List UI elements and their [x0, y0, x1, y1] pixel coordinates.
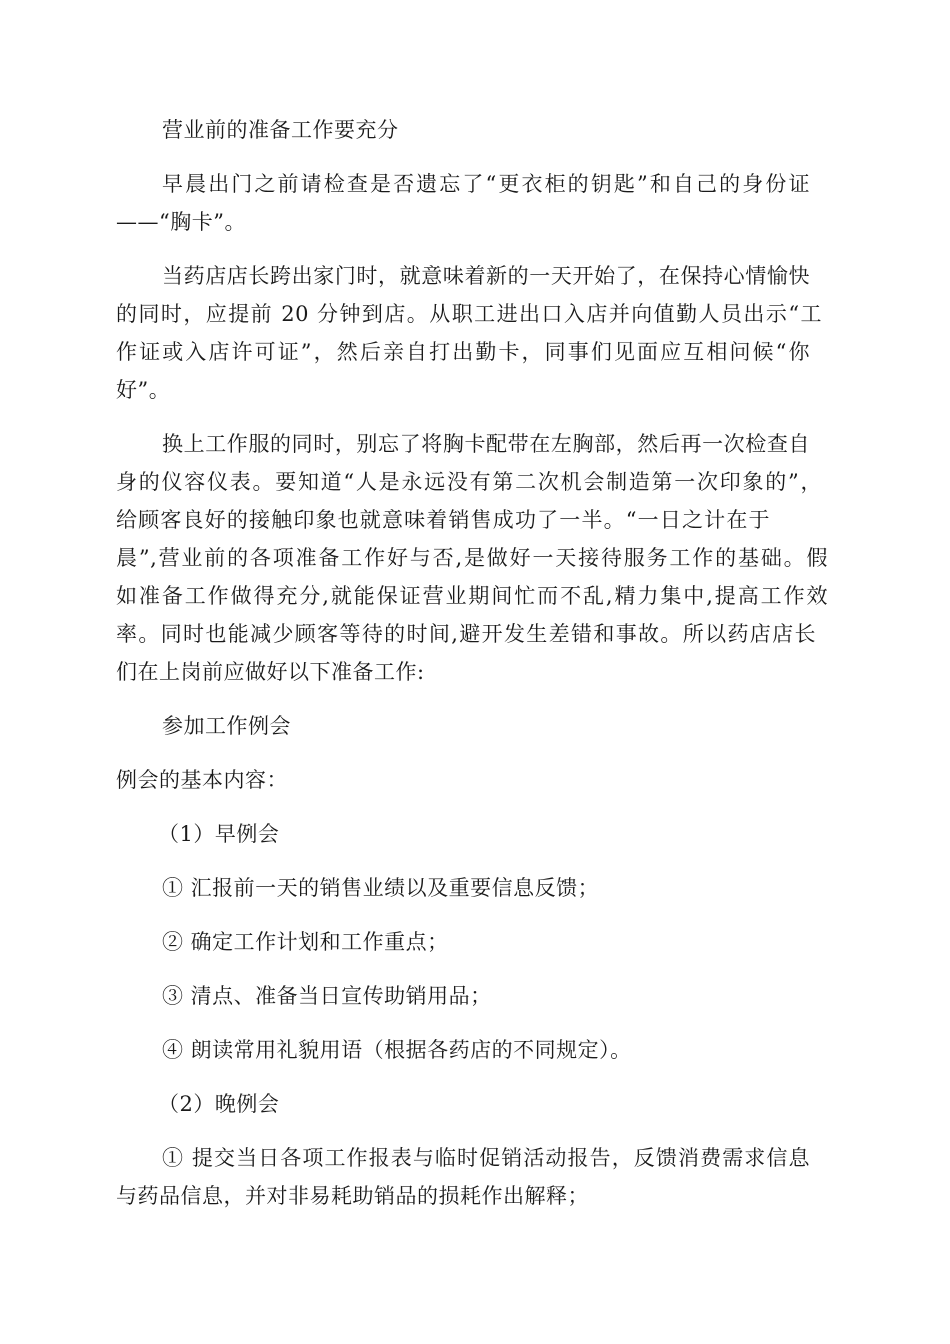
paragraph-line: 当药店店长跨出家门时，就意味着新的一天开始了，在保持心情愉快	[162, 264, 810, 288]
paragraph-line: 如准备工作做得充分,就能保证营业期间忙而不乱,精力集中,提高工作效	[116, 584, 828, 608]
meeting-content-label: 例会的基本内容：	[116, 768, 288, 792]
paragraph-line: 率。同时也能减少顾客等待的时间,避开发生差错和事故。所以药店店长	[116, 622, 816, 646]
list-item: ④ 朗读常用礼貌用语（根据各药店的不同规定）。	[162, 1038, 632, 1062]
paragraph-line: 好”。	[116, 378, 171, 402]
paragraph-line: 们在上岗前应做好以下准备工作:	[116, 660, 425, 684]
paragraph-line: 的同时，应提前 20 分钟到店。从职工进出口入店并向值勤人员出示“工	[116, 302, 822, 326]
paragraph-line: 身的仪容仪表。要知道“人是永远没有第二次机会制造第一次印象的”，	[116, 470, 822, 494]
paragraph-line: 换上工作服的同时，别忘了将胸卡配带在左胸部，然后再一次检查自	[162, 432, 810, 456]
list-item: ② 确定工作计划和工作重点；	[162, 930, 449, 954]
section-heading-meeting: 参加工作例会	[162, 714, 291, 738]
paragraph-line: 给顾客良好的接触印象也就意味着销售成功了一半。“一日之计在于	[116, 508, 770, 532]
section-heading-preparation: 营业前的准备工作要充分	[162, 118, 399, 142]
list-item: ① 汇报前一天的销售业绩以及重要信息反馈；	[162, 876, 600, 900]
list-item-continuation: 与药品信息，并对非易耗助销品的损耗作出解释；	[116, 1184, 589, 1208]
paragraph-line: 晨”,营业前的各项准备工作好与否,是做好一天接待服务工作的基础。假	[116, 546, 828, 570]
paragraph-line: 作证或入店许可证”，然后亲自打出勤卡，同事们见面应互相问候“你	[116, 340, 810, 364]
morning-meeting-label: （1）早例会	[158, 822, 280, 846]
paragraph-line: 早晨出门之前请检查是否遗忘了“更衣柜的钥匙”和自己的身份证	[162, 172, 810, 196]
list-item: ③ 清点、准备当日宣传助销用品；	[162, 984, 492, 1008]
paragraph-line: ——“胸卡”。	[116, 210, 246, 234]
evening-meeting-label: （2）晚例会	[158, 1092, 280, 1116]
list-item: ① 提交当日各项工作报表与临时促销活动报告，反馈消费需求信息	[162, 1146, 810, 1170]
